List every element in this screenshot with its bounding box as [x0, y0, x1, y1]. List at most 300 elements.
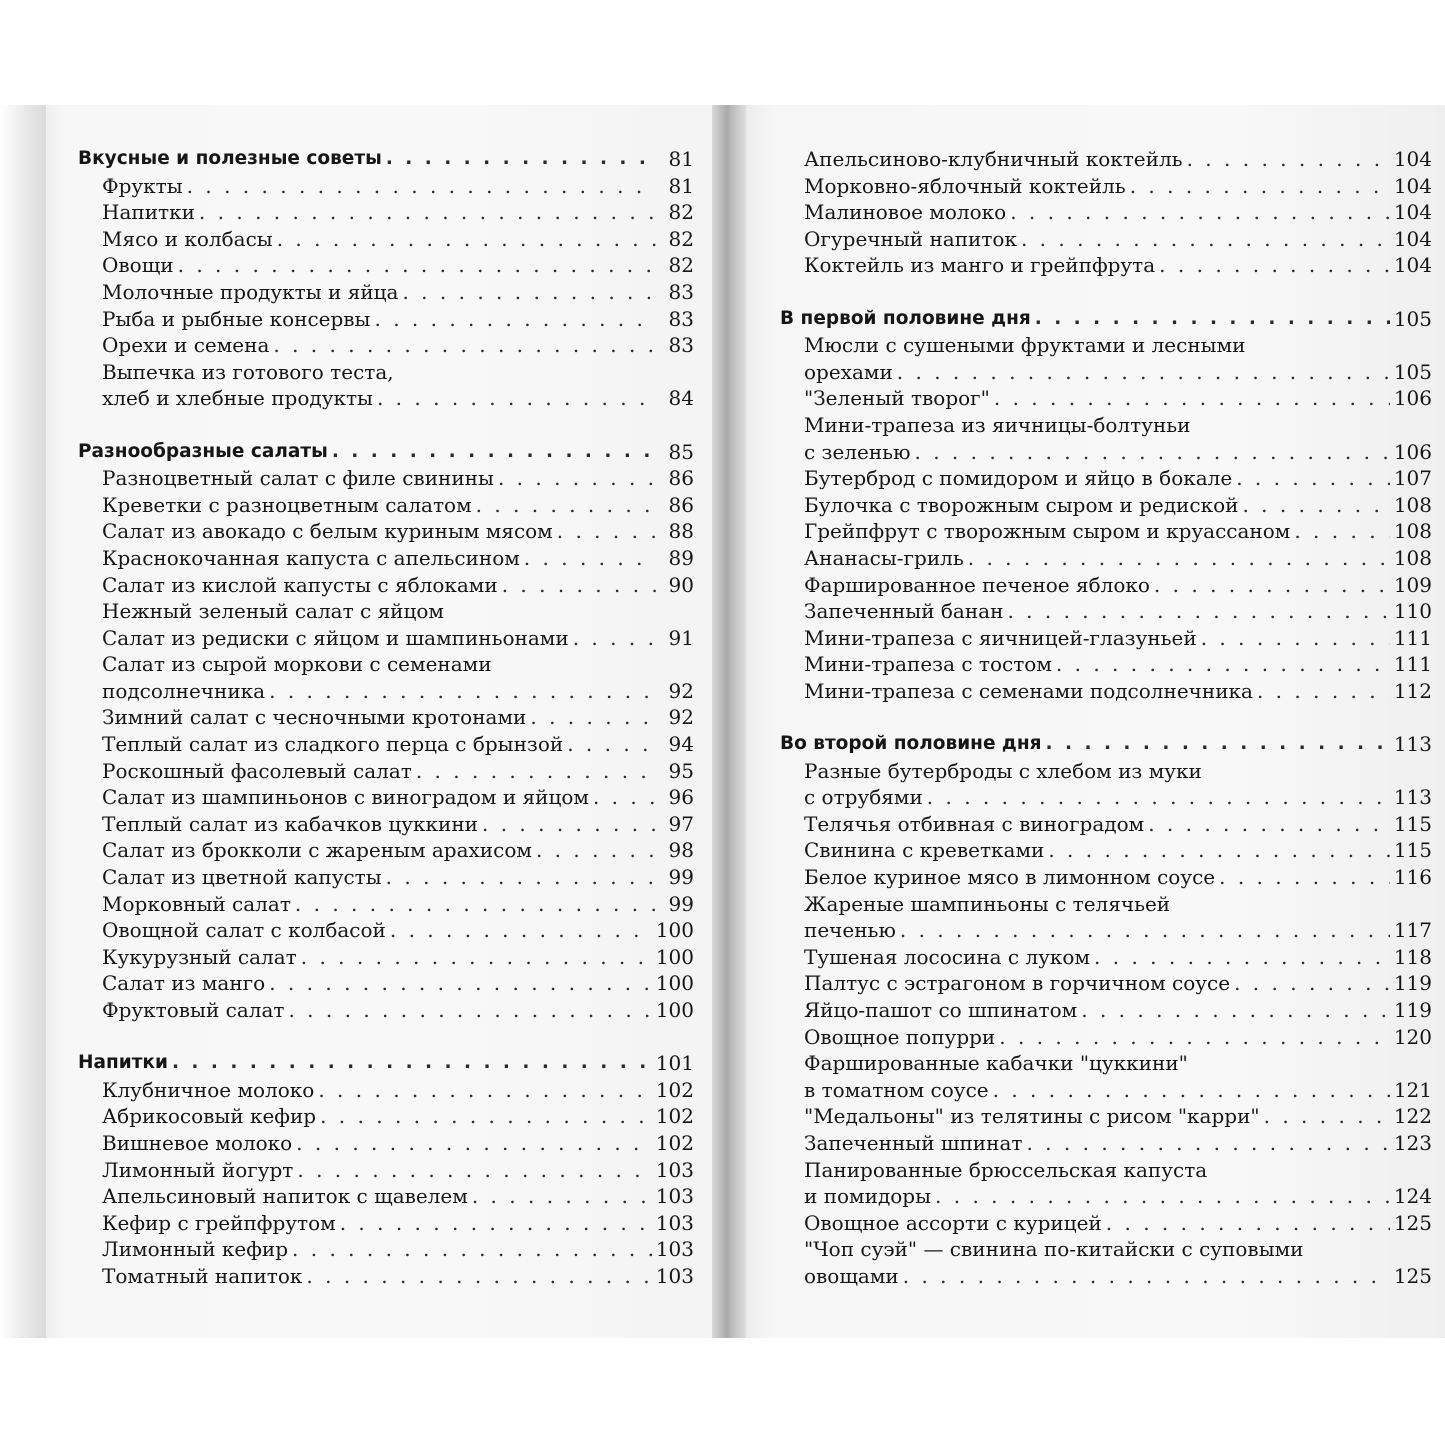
- toc-right-column: [780, 146, 1432, 1290]
- toc-leader-dots: [178, 252, 656, 279]
- toc-entry-title: Салат из сырой моркови с семенами: [102, 652, 492, 677]
- toc-entry-title: Белое куриное мясо в лимонном соусе: [804, 865, 1216, 890]
- toc-entry: [78, 385, 694, 412]
- toc-entry-title: Апельсиновый напиток с щавелем: [102, 1184, 468, 1209]
- toc-entry-title: Жареные шампиньоны с телячьей: [804, 891, 1171, 916]
- toc-entry-title: Фрукты: [102, 173, 183, 198]
- toc-entry-title: и помидоры: [804, 1184, 932, 1209]
- toc-page-number: 111: [1393, 652, 1432, 677]
- toc-page-number: 118: [1393, 944, 1432, 969]
- toc-page-number: 119: [1393, 998, 1432, 1022]
- toc-leader-dots: [295, 891, 656, 918]
- toc-page-number: 111: [1393, 625, 1432, 650]
- toc-entry-title: Овощной салат с колбасой: [102, 918, 386, 943]
- toc-entry-title: Палтус с эстрагоном в горчичном соусе: [804, 971, 1231, 996]
- toc-page-number: 124: [1393, 1184, 1432, 1209]
- toc-entry: [78, 1103, 694, 1130]
- toc-entry: [78, 279, 694, 306]
- toc-page-number: 97: [668, 811, 694, 836]
- toc-leader-dots: [999, 1024, 1390, 1051]
- toc-entry-title: Орехи и семена: [102, 333, 270, 358]
- toc-entry-title: "Чоп суэй" — свинина по-китайски с суповыми: [804, 1237, 1304, 1262]
- toc-leader-dots: [903, 1263, 1390, 1290]
- toc-entry: [780, 651, 1432, 678]
- toc-leader-dots: [1081, 997, 1390, 1024]
- toc-leader-dots: [199, 199, 656, 226]
- toc-entry: [78, 1210, 694, 1237]
- toc-leader-dots: [502, 572, 656, 599]
- toc-leader-dots: [993, 1077, 1390, 1104]
- page-edge-shadow: [0, 105, 52, 1338]
- toc-leader-dots: [1236, 465, 1390, 492]
- toc-entry-title: Овощное ассорти с курицей: [804, 1210, 1102, 1235]
- toc-leader-dots: [900, 917, 1390, 944]
- toc-page-number: 125: [1393, 1210, 1432, 1235]
- toc-leader-dots: [1148, 811, 1390, 838]
- toc-entry: [78, 1157, 694, 1184]
- toc-leader-dots: [1010, 199, 1390, 226]
- toc-page-number: 115: [1393, 811, 1432, 836]
- toc-entry: [780, 1077, 1432, 1104]
- toc-page-number: 106: [1393, 386, 1432, 411]
- toc-leader-dots: [593, 784, 656, 811]
- toc-page-number: 109: [1393, 572, 1432, 597]
- toc-leader-dots: [994, 385, 1390, 412]
- toc-entry-title: хлеб и хлебные продукты: [102, 386, 373, 411]
- toc-entry-title: Салат из манго: [102, 971, 266, 996]
- toc-entry-title: Овощное попурри: [804, 1024, 996, 1049]
- toc-leader-dots: [1219, 864, 1390, 891]
- toc-entry-title: Салат из кислой капусты с яблоками: [102, 572, 498, 597]
- toc-entry-title: Морковный салат: [102, 891, 291, 916]
- toc-leader-dots: [292, 1236, 652, 1263]
- toc-entry-title: Кукурузный салат: [102, 944, 297, 969]
- toc-entry: [780, 1236, 1432, 1263]
- toc-page-number: 104: [1393, 253, 1432, 278]
- toc-page-number: 102: [655, 1077, 694, 1102]
- toc-page-number: 117: [1393, 918, 1432, 943]
- toc-page-number: 103: [655, 1263, 694, 1288]
- toc-entry: [780, 944, 1432, 971]
- toc-leader-dots: [269, 678, 656, 705]
- toc-entry: [780, 332, 1432, 359]
- toc-entry-title: с отрубями: [804, 785, 923, 810]
- toc-page-number: 108: [1393, 492, 1432, 517]
- toc-page-number: 107: [1393, 466, 1432, 491]
- toc-entry-title: Напитки: [102, 200, 195, 225]
- toc-leader-dots: [1264, 1103, 1390, 1130]
- toc-entry-title: В первой половине дня: [780, 307, 1031, 329]
- toc-entry: [780, 1263, 1432, 1290]
- toc-leader-dots: [1106, 1210, 1390, 1237]
- toc-section-heading: [78, 1050, 694, 1077]
- toc-entry-title: Грейпфрут с творожным сыром и круассаном: [804, 519, 1291, 544]
- toc-entry: [780, 1050, 1432, 1077]
- toc-leader-dots: [1007, 598, 1389, 625]
- toc-page-number: 105: [1393, 359, 1432, 384]
- toc-entry: [78, 252, 694, 279]
- toc-entry-title: Запеченный банан: [804, 599, 1004, 624]
- toc-entry: [780, 625, 1432, 652]
- toc-page-number: 99: [668, 865, 694, 890]
- toc-entry-title: Салат из шампиньонов с виноградом и яйцом: [102, 785, 589, 810]
- toc-entry: [780, 359, 1432, 386]
- toc-entry: [78, 678, 694, 705]
- toc-leader-dots: [306, 1263, 651, 1290]
- toc-page-number: 120: [1393, 1024, 1432, 1049]
- toc-leader-dots: [277, 226, 656, 253]
- toc-leader-dots: [1026, 1130, 1389, 1157]
- toc-entry: [780, 970, 1432, 997]
- toc-leader-dots: [1154, 572, 1390, 599]
- toc-page-number: 92: [668, 705, 694, 730]
- toc-page-number: 82: [668, 226, 694, 251]
- toc-page-number: 96: [668, 785, 694, 810]
- toc-page-number: 122: [1393, 1104, 1432, 1129]
- toc-page-number: 98: [668, 838, 694, 863]
- toc-entry: [78, 598, 694, 625]
- toc-entry: [78, 465, 694, 492]
- toc-page-number: 103: [655, 1210, 694, 1235]
- toc-entry: [780, 678, 1432, 705]
- toc-entry: [78, 704, 694, 731]
- toc-leader-dots: [172, 1050, 652, 1077]
- toc-entry: [78, 332, 694, 359]
- toc-page-number: 81: [668, 147, 694, 171]
- toc-leader-dots: [968, 545, 1390, 572]
- toc-entry: [78, 891, 694, 918]
- toc-entry-title: Клубничное молоко: [102, 1077, 315, 1102]
- toc-leader-dots: [935, 1183, 1390, 1210]
- toc-leader-dots: [472, 1183, 652, 1210]
- toc-entry-title: Рыба и рыбные консервы: [102, 306, 371, 331]
- toc-leader-dots: [416, 758, 656, 785]
- toc-leader-dots: [390, 917, 652, 944]
- toc-leader-dots: [374, 306, 656, 333]
- toc-entry: [78, 545, 694, 572]
- toc-entry-title: Лимонный кефир: [102, 1237, 289, 1262]
- toc-page-number: 123: [1393, 1130, 1432, 1155]
- toc-entry-title: Креветки с разноцветным салатом: [102, 492, 472, 517]
- toc-entry: [78, 1263, 694, 1290]
- toc-page-number: 92: [668, 678, 694, 703]
- toc-leader-dots: [927, 784, 1390, 811]
- toc-entry-title: Фруктовый салат: [102, 998, 285, 1022]
- section-spacer: [78, 412, 694, 439]
- toc-page-number: 82: [668, 200, 694, 225]
- toc-page-number: 106: [1393, 439, 1432, 464]
- toc-entry-title: Коктейль из манго и грейпфрута: [804, 253, 1156, 278]
- toc-page-number: 84: [668, 386, 694, 411]
- toc-page-number: 104: [1393, 200, 1432, 225]
- toc-page-number: 100: [655, 944, 694, 969]
- section-spacer: [78, 1024, 694, 1051]
- toc-entry: [78, 226, 694, 253]
- toc-leader-dots: [402, 279, 656, 306]
- toc-entry-title: Вкусные и полезные советы: [78, 148, 382, 169]
- toc-page-number: 85: [668, 439, 694, 464]
- toc-entry: [780, 226, 1432, 253]
- toc-entry-title: Салат из авокадо с белым куриным мясом: [102, 519, 553, 544]
- toc-entry: [78, 306, 694, 333]
- toc-entry: [78, 1077, 694, 1104]
- toc-page-number: 99: [668, 891, 694, 916]
- toc-entry-title: Панированные брюссельская капуста: [804, 1157, 1208, 1182]
- toc-entry-title: с зеленью: [804, 439, 911, 464]
- toc-page-number: 83: [668, 279, 694, 304]
- toc-page-number: 83: [668, 333, 694, 358]
- toc-leader-dots: [377, 385, 656, 412]
- toc-entry: [780, 1130, 1432, 1157]
- toc-entry: [78, 492, 694, 519]
- toc-entry: [78, 572, 694, 599]
- toc-leader-dots: [1257, 678, 1390, 705]
- toc-leader-dots: [1159, 252, 1390, 279]
- toc-page-number: 112: [1393, 678, 1432, 703]
- toc-page-number: 81: [668, 173, 694, 198]
- toc-leader-dots: [318, 1077, 651, 1104]
- toc-leader-dots: [386, 864, 656, 891]
- toc-page-number: 105: [1393, 306, 1432, 331]
- toc-leader-dots: [297, 1157, 651, 1184]
- toc-section-heading: [780, 731, 1432, 758]
- toc-leader-dots: [1035, 306, 1390, 333]
- toc-leader-dots: [1242, 492, 1389, 519]
- toc-page-number: 113: [1393, 732, 1432, 757]
- toc-entry: [78, 731, 694, 758]
- toc-leader-dots: [301, 944, 652, 971]
- toc-entry-title: Разные бутерброды с хлебом из муки: [804, 758, 1202, 783]
- toc-leader-dots: [897, 359, 1390, 386]
- toc-entry-title: Салат из цветной капусты: [102, 865, 382, 890]
- toc-entry-title: Телячья отбивная с виноградом: [804, 811, 1145, 836]
- toc-entry-title: Бутерброд с помидором и яйцо в бокале: [804, 466, 1233, 491]
- toc-leader-dots: [530, 704, 656, 731]
- toc-left-column: [78, 146, 694, 1290]
- toc-page-number: 83: [668, 306, 694, 331]
- toc-page-number: 115: [1393, 838, 1432, 863]
- toc-entry-title: орехами: [804, 359, 893, 384]
- toc-leader-dots: [1234, 970, 1390, 997]
- toc-entry-title: Молочные продукты и яйца: [102, 279, 399, 304]
- toc-entry: [78, 651, 694, 678]
- toc-entry-title: овощами: [804, 1263, 899, 1288]
- toc-entry-title: Ананасы-гриль: [804, 545, 964, 570]
- toc-entry: [780, 572, 1432, 599]
- toc-entry-title: Овощи: [102, 253, 174, 278]
- toc-leader-dots: [1130, 173, 1390, 200]
- toc-entry: [78, 837, 694, 864]
- toc-entry: [78, 970, 694, 997]
- toc-entry-title: Лимонный йогурт: [102, 1157, 294, 1182]
- toc-leader-dots: [1046, 731, 1390, 758]
- toc-leader-dots: [1094, 944, 1390, 971]
- toc-entry: [78, 864, 694, 891]
- toc-entry-title: Морковно-яблочный коктейль: [804, 173, 1126, 198]
- toc-entry-title: Булочка с творожным сыром и редиской: [804, 492, 1239, 517]
- toc-entry: [780, 1183, 1432, 1210]
- toc-entry-title: Томатный напиток: [102, 1263, 303, 1288]
- toc-page-number: 91: [668, 625, 694, 650]
- toc-entry: [780, 1157, 1432, 1184]
- toc-entry: [780, 917, 1432, 944]
- toc-entry-title: Малиновое молоко: [804, 200, 1007, 225]
- toc-entry: [780, 385, 1432, 412]
- toc-entry: [78, 173, 694, 200]
- toc-page-number: 102: [655, 1130, 694, 1155]
- toc-page-number: 108: [1393, 545, 1432, 570]
- toc-page-number: 103: [655, 1184, 694, 1209]
- toc-leader-dots: [1201, 625, 1390, 652]
- toc-page-number: 104: [1393, 147, 1432, 171]
- toc-entry-title: Зимний салат с чесночными кротонами: [102, 705, 527, 730]
- toc-entry: [780, 1210, 1432, 1237]
- toc-entry-title: Свинина с креветками: [804, 838, 1045, 863]
- toc-page-number: 94: [668, 732, 694, 757]
- toc-entry: [780, 1024, 1432, 1051]
- toc-leader-dots: [498, 465, 656, 492]
- toc-entry: [78, 784, 694, 811]
- toc-entry: [780, 412, 1432, 439]
- toc-page-number: 101: [655, 1051, 694, 1076]
- toc-page-number: 100: [655, 971, 694, 996]
- toc-entry-title: Огуречный напиток: [804, 226, 1017, 251]
- toc-page-number: 100: [655, 918, 694, 943]
- toc-entry-title: Апельсиново-клубничный коктейль: [804, 147, 1183, 171]
- toc-entry-title: Мини-трапеза с семенами подсолнечника: [804, 678, 1253, 703]
- toc-leader-dots: [187, 173, 656, 200]
- toc-page-number: 121: [1393, 1077, 1432, 1102]
- toc-leader-dots: [332, 439, 656, 466]
- section-spacer: [780, 704, 1432, 731]
- toc-page-number: 89: [668, 545, 694, 570]
- toc-entry-title: Мясо и колбасы: [102, 226, 273, 251]
- toc-leader-dots: [482, 811, 656, 838]
- toc-leader-dots: [288, 997, 651, 1024]
- toc-leader-dots: [476, 492, 656, 519]
- toc-entry: [780, 439, 1432, 466]
- toc-entry: [78, 917, 694, 944]
- toc-entry: [78, 944, 694, 971]
- toc-leader-dots: [386, 146, 656, 173]
- toc-entry: [780, 837, 1432, 864]
- toc-leader-dots: [524, 545, 656, 572]
- toc-entry: [780, 758, 1432, 785]
- toc-entry: [78, 1183, 694, 1210]
- toc-entry: [780, 518, 1432, 545]
- toc-leader-dots: [1294, 518, 1389, 545]
- toc-entry-title: в томатном соусе: [804, 1077, 989, 1102]
- toc-entry: [78, 199, 694, 226]
- toc-leader-dots: [914, 439, 1389, 466]
- toc-entry-title: "Медальоны" из телятины с рисом "карри": [804, 1104, 1260, 1129]
- section-spacer: [780, 279, 1432, 306]
- toc-page-number: 125: [1393, 1263, 1432, 1288]
- toc-leader-dots: [536, 837, 656, 864]
- toc-entry: [78, 1130, 694, 1157]
- toc-entry-title: Теплый салат из кабачков цуккини: [102, 811, 478, 836]
- toc-entry-title: Вишневое молоко: [102, 1130, 293, 1155]
- toc-page-number: 104: [1393, 173, 1432, 198]
- toc-entry-title: Мини-трапеза с яичницей-глазуньей: [804, 625, 1197, 650]
- toc-page-number: 104: [1393, 226, 1432, 251]
- toc-entry: [780, 1103, 1432, 1130]
- toc-entry-title: печенью: [804, 918, 896, 943]
- toc-leader-dots: [296, 1130, 652, 1157]
- toc-entry-title: Салат из редиски с яйцом и шампиньонами: [102, 625, 569, 650]
- toc-page-number: 110: [1393, 599, 1432, 624]
- toc-page-number: 116: [1393, 865, 1432, 890]
- toc-entry: [780, 784, 1432, 811]
- toc-entry: [78, 518, 694, 545]
- toc-entry-title: Роскошный фасолевый салат: [102, 758, 412, 783]
- toc-entry: [780, 598, 1432, 625]
- toc-section-heading: [780, 306, 1432, 333]
- toc-entry: [78, 359, 694, 386]
- toc-entry-title: Мини-трапеза из яичницы-болтуньи: [804, 412, 1191, 437]
- toc-section-heading: [78, 439, 694, 466]
- toc-entry-title: Фаршированные кабачки "цуккини": [804, 1051, 1188, 1076]
- toc-leader-dots: [269, 970, 652, 997]
- toc-leader-dots: [320, 1103, 652, 1130]
- toc-entry-title: Тушеная лососина с луком: [804, 944, 1091, 969]
- toc-page-number: 86: [668, 492, 694, 517]
- toc-section-heading: [78, 146, 694, 173]
- toc-leader-dots: [1187, 146, 1390, 173]
- toc-page-number: 103: [655, 1157, 694, 1182]
- toc-entry: [78, 1236, 694, 1263]
- toc-entry-title: Разнообразные салаты: [78, 440, 328, 462]
- toc-entry-title: Яйцо-пашот со шпинатом: [804, 998, 1078, 1022]
- toc-entry: [780, 465, 1432, 492]
- toc-entry: [78, 758, 694, 785]
- toc-entry-title: подсолнечника: [102, 678, 266, 703]
- toc-entry: [78, 811, 694, 838]
- book-gutter: [712, 105, 746, 1338]
- toc-entry: [78, 997, 694, 1024]
- toc-page-number: 113: [1393, 785, 1432, 810]
- toc-entry-title: Во второй половине дня: [780, 733, 1042, 755]
- toc-entry: [780, 173, 1432, 200]
- toc-page-number: 90: [668, 572, 694, 597]
- toc-entry: [780, 146, 1432, 173]
- toc-entry-title: Мюсли с сушеными фруктами и лесными: [804, 333, 1246, 358]
- toc-page-number: 102: [655, 1104, 694, 1129]
- toc-entry: [780, 864, 1432, 891]
- toc-entry: [780, 545, 1432, 572]
- toc-leader-dots: [567, 731, 656, 758]
- toc-entry-title: Разноцветный салат с филе свинины: [102, 466, 494, 491]
- toc-leader-dots: [557, 518, 656, 545]
- toc-leader-dots: [273, 332, 656, 359]
- toc-entry-title: Фаршированное печеное яблоко: [804, 572, 1150, 597]
- toc-leader-dots: [340, 1210, 652, 1237]
- toc-entry: [780, 199, 1432, 226]
- toc-entry-title: "Зеленый творог": [804, 386, 990, 411]
- toc-page-number: 88: [668, 519, 694, 544]
- toc-entry-title: Теплый салат из сладкого перца с брынзой: [102, 732, 564, 757]
- toc-entry: [780, 252, 1432, 279]
- toc-page-number: 95: [668, 758, 694, 783]
- toc-page-number: 100: [655, 998, 694, 1022]
- toc-entry: [780, 811, 1432, 838]
- toc-page-number: 82: [668, 253, 694, 278]
- toc-entry-title: Нежный зеленый салат с яйцом: [102, 599, 444, 624]
- toc-page-number: 86: [668, 466, 694, 491]
- toc-leader-dots: [573, 625, 656, 652]
- toc-leader-dots: [1021, 226, 1390, 253]
- toc-entry: [780, 997, 1432, 1024]
